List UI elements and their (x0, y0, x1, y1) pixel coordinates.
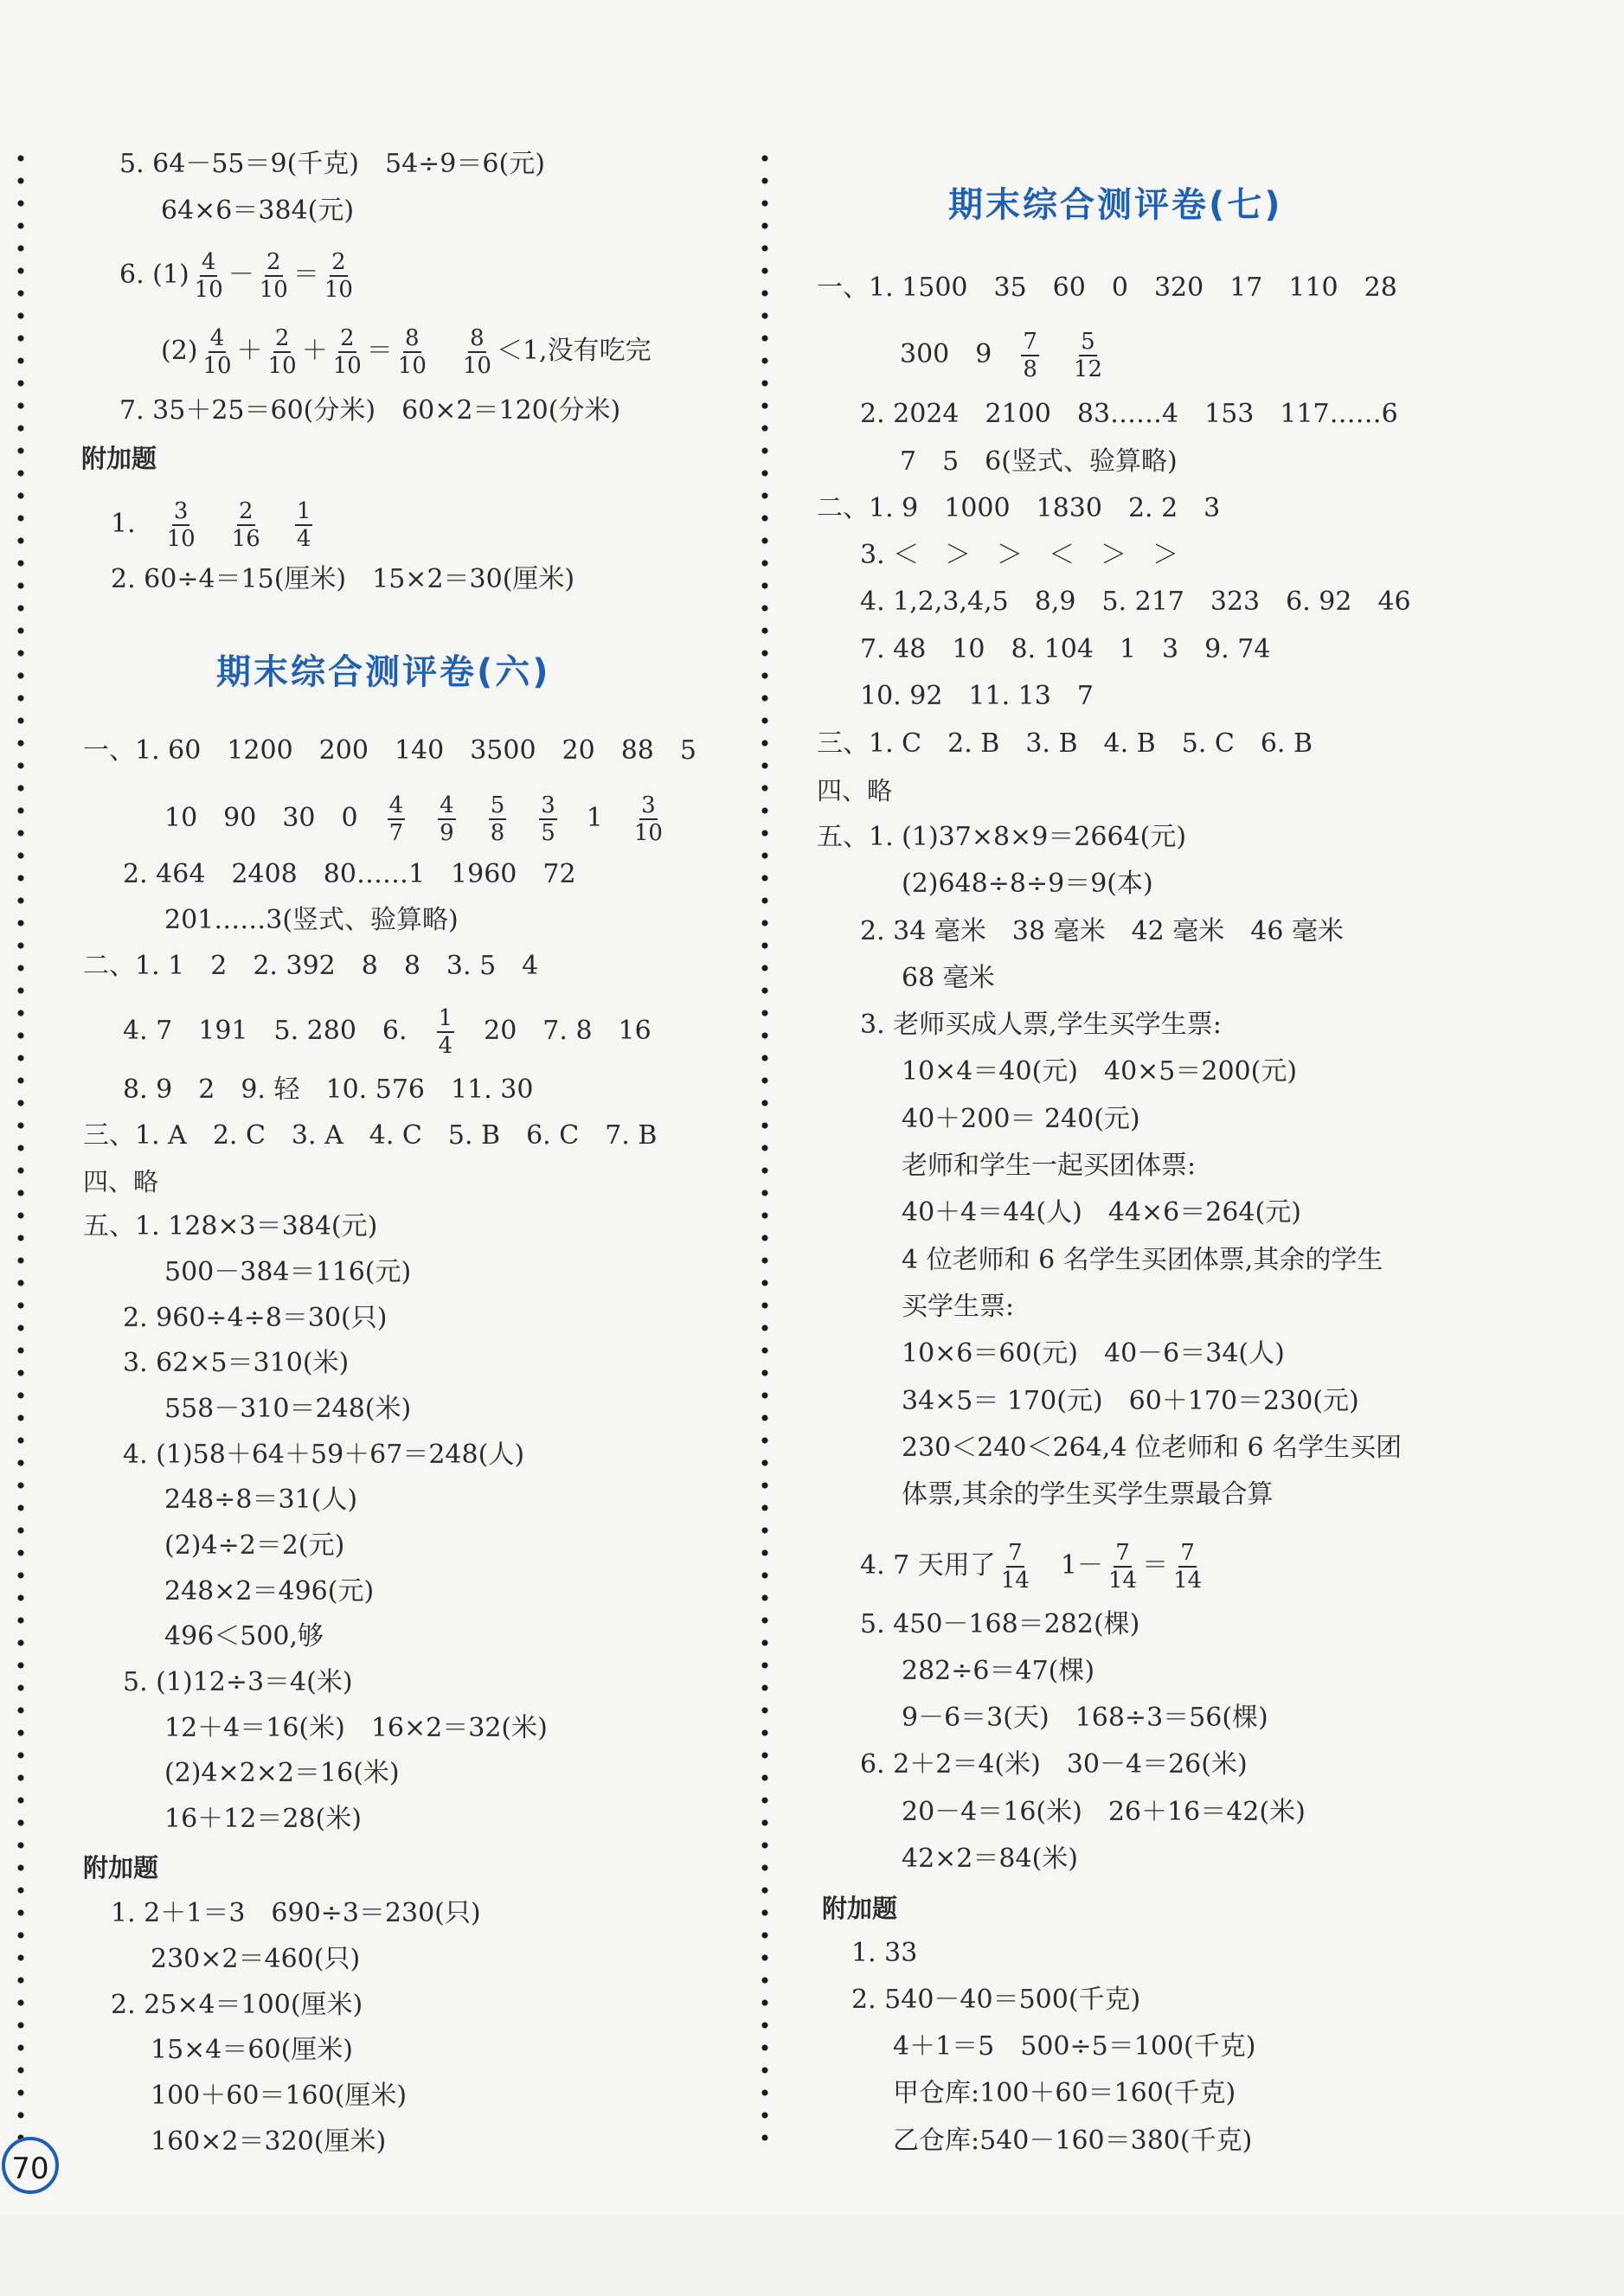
numerator: 1 (296, 498, 311, 524)
denominator: 4 (438, 1033, 453, 1059)
answer-text: 1－ (1060, 1550, 1103, 1581)
answer-line: 15×4＝60(厘米) (151, 2035, 353, 2065)
numerator: 8 (405, 325, 420, 351)
answer-line: 3. ＜ ＞ ＞ ＜ ＞ ＞ (860, 540, 1179, 570)
numerator: 4 (388, 792, 404, 818)
answer-line: 248÷8＝31(人) (164, 1485, 358, 1515)
answer-line: 二、1. 1 2 2. 392 8 8 3. 5 4 (83, 951, 539, 981)
answer-line: 二、1. 9 1000 1830 2. 2 3 (817, 493, 1221, 523)
denominator: 9 (440, 820, 454, 846)
numerator: 2 (331, 249, 346, 275)
section-title-7: 期末综合测评卷(七) (948, 185, 1283, 225)
answer-text: 300 9 (900, 339, 992, 369)
answer-line: 10. 92 11. 13 7 (860, 681, 1094, 711)
answer-line: 2. 464 2408 80……1 1960 72 (123, 859, 576, 889)
answer-line: 四、略 (817, 776, 893, 805)
denominator: 14 (1000, 1568, 1030, 1594)
fraction (202, 327, 234, 377)
numerator: 2 (266, 249, 281, 275)
denominator: 10 (397, 353, 427, 379)
denominator: 10 (462, 353, 491, 379)
page-bottom-band (0, 2215, 1624, 2296)
fraction (1072, 330, 1104, 381)
numerator: 7 (1180, 1540, 1195, 1566)
answer-line: 5. 450－168＝282(棵) (860, 1609, 1140, 1639)
fraction (295, 500, 313, 550)
denominator: 8 (490, 820, 505, 846)
answer-line: 496＜500,够 (164, 1621, 324, 1651)
answer-line: 2. 960÷4÷8＝30(只) (123, 1303, 388, 1333)
answer-line: 34×5＝ 170(元) 60＋170＝230(元) (902, 1386, 1359, 1416)
answer-line: 五、1. 128×3＝384(元) (83, 1211, 378, 1241)
question-label: 1. (111, 509, 136, 539)
answer-line: 12＋4＝16(米) 16×2＝32(米) (164, 1713, 548, 1743)
fraction (461, 327, 493, 377)
answer-line: 三、1. C 2. B 3. B 4. B 5. C 6. B (817, 728, 1313, 759)
answer-line-fraction (123, 1007, 652, 1057)
question-label: 6. (1) (119, 260, 189, 290)
denominator: 14 (1107, 1568, 1138, 1594)
answer-line: 2. 60÷4＝15(厘米) 15×2＝30(厘米) (111, 564, 575, 594)
left-binding-dots (16, 147, 26, 2145)
fraction (388, 794, 406, 844)
answer-text: 20 7. 8 16 (484, 1016, 652, 1046)
numerator: 4 (209, 325, 225, 351)
answer-line: 201……3(竖式、验算略) (164, 905, 459, 935)
numerator: 7 (1023, 329, 1037, 355)
fraction (437, 1007, 455, 1057)
denominator: 10 (332, 353, 362, 379)
answer-line: 10×6＝60(元) 40－6＝34(人) (902, 1338, 1285, 1369)
answer-line-fraction: (2) $\frac{4}{10}$ ＋ $\frac{2}{10}$ ＋ $\frac{2}{10}$ ＝ $\frac{8}{10}$ $\frac{8}{10}$ ＜1,没有吃完 (161, 325, 652, 379)
answer-line: 2. 34 毫米 38 毫米 42 毫米 46 毫米 (860, 916, 1344, 946)
answer-line: (2)4÷2＝2(元) (164, 1530, 345, 1561)
fraction (266, 327, 298, 377)
answer-line-fraction: 4. 7 天用了 $\frac{7}{14}$ 1－ $\frac{7}{14}$ ＝ $\frac{7}{14}$ (860, 1540, 1203, 1594)
answer-line: 体票,其余的学生买学生票最合算 (902, 1479, 1274, 1510)
middle-binding-dots (760, 147, 770, 2145)
answer-text: 4. 7 天用了 (860, 1550, 996, 1581)
denominator: 16 (231, 526, 260, 552)
fraction (1171, 1542, 1204, 1592)
fraction (999, 1542, 1031, 1592)
fraction (1021, 330, 1039, 381)
answer-line: 100＋60＝160(厘米) (151, 2081, 408, 2111)
answer-line: 乙仓库:540－160＝380(千克) (893, 2126, 1253, 2156)
extra-questions-heading: 附加题 (83, 1853, 159, 1882)
denominator: 10 (259, 277, 288, 303)
answer-line: 10×4＝40(元) 40×5＝200(元) (902, 1056, 1298, 1087)
answer-line: 5. (1)12÷3＝4(米) (123, 1667, 353, 1697)
answer-line: 248×2＝496(元) (164, 1576, 375, 1607)
answer-line: 三、1. A 2. C 3. A 4. C 5. B 6. C 7. B (83, 1120, 658, 1151)
fraction (323, 251, 355, 301)
fraction (258, 251, 290, 301)
answer-line: 42×2＝84(米) (902, 1844, 1078, 1874)
numerator: 3 (173, 498, 189, 524)
fraction (438, 794, 456, 844)
numerator: 5 (1081, 329, 1095, 355)
denominator: 10 (633, 820, 663, 846)
fraction (193, 251, 225, 301)
answer-line: 7. 35＋25＝60(分米) 60×2＝120(分米) (119, 395, 621, 426)
numerator: 5 (490, 792, 505, 818)
answer-line: (2)4×2×2＝16(米) (164, 1758, 400, 1788)
answer-text: ＜1,没有吃完 (496, 336, 652, 366)
answer-line: 40＋4＝44(人) 44×6＝264(元) (902, 1197, 1301, 1228)
answer-line: 3. 老师买成人票,学生买学生票: (860, 1010, 1222, 1040)
answer-line: 68 毫米 (902, 963, 995, 993)
numerator: 2 (274, 325, 290, 351)
numerator: 4 (440, 792, 454, 818)
answer-line: 4 位老师和 6 名学生买团体票,其余的学生 (902, 1245, 1383, 1275)
answer-line: 230＜240＜264,4 位老师和 6 名学生买团 (902, 1433, 1403, 1463)
answer-line: 7. 48 10 8. 104 1 3 9. 74 (860, 634, 1271, 664)
numerator: 3 (541, 792, 555, 818)
numerator: 1 (438, 1005, 453, 1031)
answer-line-fraction (111, 500, 316, 550)
answer-line: 64×6＝384(元) (161, 196, 355, 226)
denominator: 10 (267, 353, 297, 379)
numerator: 2 (339, 325, 355, 351)
fraction (165, 500, 197, 550)
answer-line: 1. 33 (851, 1938, 918, 1968)
denominator: 8 (1023, 356, 1037, 382)
answer-text: 4. 7 191 5. 280 6. (123, 1016, 408, 1046)
answer-line: 一、1. 1500 35 60 0 320 17 110 28 (817, 273, 1397, 303)
answer-line: 230×2＝460(只) (151, 1944, 361, 1974)
fraction (1107, 1542, 1139, 1592)
answer-line: 4. 1,2,3,4,5 8,9 5. 217 323 6. 92 46 (860, 587, 1411, 617)
fraction (632, 794, 664, 844)
answer-line: 9－6＝3(天) 168÷3＝56(棵) (902, 1703, 1268, 1733)
section-title-6: 期末综合测评卷(六) (216, 652, 551, 692)
answer-line: 四、略 (83, 1167, 159, 1196)
denominator: 10 (202, 353, 232, 379)
denominator: 7 (388, 820, 404, 846)
fraction (396, 327, 428, 377)
fraction (489, 794, 507, 844)
answer-line-fraction (900, 330, 1107, 381)
answer-line: 5. 64－55＝9(千克) 54÷9＝6(元) (119, 149, 545, 179)
answer-line: 6. 2＋2＝4(米) 30－4＝26(米) (860, 1749, 1248, 1780)
numerator: 7 (1115, 1540, 1130, 1566)
answer-line: 买学生票: (902, 1292, 1015, 1322)
numerator: 7 (1008, 1540, 1023, 1566)
fraction (539, 794, 557, 844)
page-number-badge: 70 (2, 2137, 59, 2194)
numerator: 3 (641, 792, 656, 818)
answer-line: 500－384＝116(元) (164, 1257, 412, 1287)
answer-line: (2)648÷8÷9＝9(本) (902, 869, 1153, 899)
numerator: 2 (238, 498, 254, 524)
denominator: 10 (166, 526, 196, 552)
answer-line: 2. 25×4＝100(厘米) (111, 1990, 363, 2020)
fraction (331, 327, 363, 377)
answer-line: 五、1. (1)37×8×9＝2664(元) (817, 822, 1187, 852)
extra-questions-heading: 附加题 (822, 1894, 898, 1923)
extra-questions-heading: 附加题 (81, 444, 157, 473)
answer-line: 甲仓库:100＋60＝160(千克) (893, 2078, 1236, 2108)
denominator: 12 (1073, 356, 1102, 382)
denominator: 5 (541, 820, 555, 846)
numerator: 8 (470, 325, 485, 351)
answer-line: 老师和学生一起买团体票: (902, 1151, 1197, 1181)
answer-line-fraction (164, 794, 668, 844)
answer-line: 16＋12＝28(米) (164, 1804, 362, 1834)
answer-line: 4＋1＝5 500÷5＝100(千克) (893, 2031, 1256, 2062)
denominator: 4 (296, 526, 311, 552)
answer-line: 558－310＝248(米) (164, 1394, 412, 1424)
answer-line: 3. 62×5＝310(米) (123, 1348, 350, 1378)
answer-line: 160×2＝320(厘米) (151, 2126, 387, 2157)
answer-line: 1. 2＋1＝3 690÷3＝230(只) (111, 1898, 481, 1928)
answer-line: 2. 2024 2100 83……4 153 117……6 (860, 399, 1398, 429)
denominator: 14 (1173, 1568, 1203, 1594)
answer-line: 40＋200＝ 240(元) (902, 1104, 1140, 1134)
answer-line: 282÷6＝47(棵) (902, 1656, 1095, 1686)
denominator: 10 (194, 277, 223, 303)
answer-line: 一、1. 60 1200 200 140 3500 20 88 5 (83, 735, 696, 766)
answer-line: 7 5 6(竖式、验算略) (900, 446, 1178, 477)
answer-text: 1 (586, 803, 603, 833)
answer-line: 2. 540－40＝500(千克) (851, 1985, 1141, 2015)
answer-line: 20－4＝16(米) 26＋16＝42(米) (902, 1797, 1306, 1827)
answer-line-fraction: 6. (1) $\frac{4}{10}$ － $\frac{2}{10}$ ＝ $\frac{2}{10}$ (119, 249, 353, 303)
fraction (230, 500, 262, 550)
answer-line: 4. (1)58＋64＋59＋67＝248(人) (123, 1440, 525, 1470)
denominator: 10 (324, 277, 353, 303)
answer-line: 8. 9 2 9. 轻 10. 576 11. 30 (123, 1074, 534, 1105)
answer-text: 10 90 30 0 (164, 803, 358, 833)
numerator: 4 (201, 249, 216, 275)
question-label: (2) (161, 336, 198, 366)
